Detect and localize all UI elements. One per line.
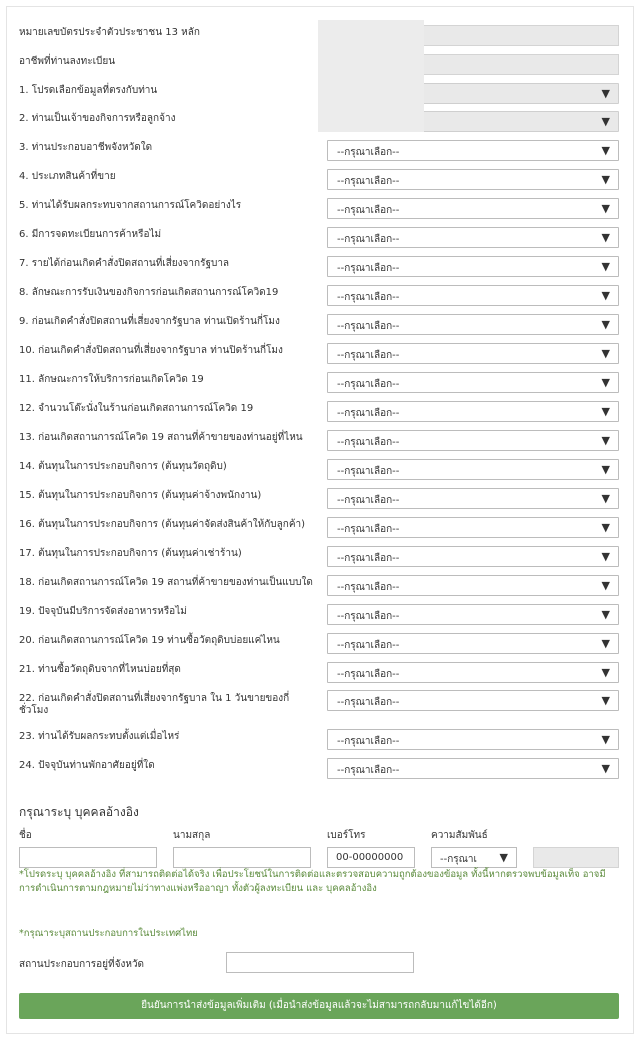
question-label: 21. ท่านซื้อวัตถุดิบจากที่ไหนบ่อยที่สุด [19,664,181,675]
chevron-down-icon: ▼ [601,521,610,534]
chevron-down-icon: ▼ [601,550,610,563]
question-select[interactable] [327,169,619,190]
question-label: 9. ก่อนเกิดคำสั่งปิดสถานที่เสี่ยงจากรัฐบาล ท่านเปิดร้านกี่โมง [19,316,280,327]
chevron-down-icon: ▼ [601,733,610,746]
question-row [12,546,620,568]
question-row [12,517,620,539]
id-row [12,25,620,47]
question-select[interactable] [327,227,619,248]
question-row [12,604,620,626]
question-label: 2. ท่านเป็นเจ้าของกิจการหรือลูกจ้าง [19,113,176,124]
question-select[interactable] [327,575,619,596]
question-row [12,140,620,162]
question-label: 6. มีการจดทะเบียนการค้าหรือไม่ [19,229,162,240]
question-select[interactable] [327,729,619,750]
question-label: 3. ท่านประกอบอาชีพจังหวัดใด [19,142,153,153]
question-select[interactable] [327,430,619,451]
question-label: 12. จำนวนโต๊ะนั่งในร้านก่อนเกิดสถานการณ์โควิด 19 [19,403,254,414]
id-label: หมายเลขบัตรประจำตัวประชาชน 13 หลัก [19,27,200,38]
question-select[interactable] [327,256,619,277]
question-row [12,83,620,105]
last-name-input[interactable] [173,847,311,868]
province-label: สถานประกอบการอยู่ที่จังหวัด [19,959,145,970]
question-label: 8. ลักษณะการรับเงินของกิจการก่อนเกิดสถานการณ์โควิด19 [19,287,279,298]
question-row [12,256,620,278]
question-select[interactable] [327,758,619,779]
chevron-down-icon: ▼ [601,173,610,186]
select-placeholder: --กรุณาเลือก-- [337,553,400,564]
question-label: 4. ประเภทสินค้าที่ขาย [19,171,116,182]
chevron-down-icon: ▼ [601,376,610,389]
question-row [12,227,620,249]
question-label: 20. ก่อนเกิดสถานการณ์โควิด 19 ท่านซื้อวัตถุดิบบ่อยแค่ไหน [19,635,280,646]
select-placeholder: --กรุณาเลือก-- [337,379,400,390]
question-label: 24. ปัจจุบันท่านพักอาศัยอยู่ที่ใด [19,760,155,771]
select-placeholder: --กรุณาเลือก-- [337,176,400,187]
select-placeholder: --กรุณาเลือก-- [337,321,400,332]
question-select[interactable] [327,314,619,335]
question-row [12,758,620,780]
select-placeholder: --กรุณาเลือก-- [337,408,400,419]
relation-select[interactable] [431,847,517,868]
province-input[interactable] [226,952,414,973]
select-placeholder: --กรุณาเลือก-- [337,736,400,747]
chevron-down-icon: ▼ [601,762,610,775]
question-select[interactable] [327,285,619,306]
phone-placeholder: 00-00000000 [336,852,404,863]
question-label: 11. ลักษณะการให้บริการก่อนเกิดโควิด 19 [19,374,204,385]
question-row [12,575,620,597]
question-select[interactable] [327,343,619,364]
question-label: 22. ก่อนเกิดคำสั่งปิดสถานที่เสี่ยงจากรัฐบาล ใน 1 วันขายของกี่ชั่วโมง [19,693,290,716]
chevron-down-icon: ▼ [499,851,508,864]
first-name-label: ชื่อ [19,830,32,841]
question-row [12,662,620,684]
question-label: 14. ต้นทุนในการประกอบกิจการ (ต้นทุนวัตถุดิบ) [19,461,227,472]
select-placeholder: --กรุณาเลือก-- [337,582,400,593]
select-placeholder: --กรุณาเลือก-- [337,147,400,158]
redacted-area [318,20,424,132]
chevron-down-icon: ▼ [601,579,610,592]
chevron-down-icon: ▼ [601,231,610,244]
relation-label: ความสัมพันธ์ [431,830,488,841]
chevron-down-icon: ▼ [601,144,610,157]
relation-placeholder: --กรุณาเ [440,854,477,865]
question-row [12,633,620,655]
question-row [12,372,620,394]
question-row [12,401,620,423]
chevron-down-icon: ▼ [601,260,610,273]
question-row [12,198,620,220]
question-label: 7. รายได้ก่อนเกิดคำสั่งปิดสถานที่เสี่ยงจากรัฐบาล [19,258,230,269]
chevron-down-icon: ▼ [601,289,610,302]
select-placeholder: --กรุณาเลือก-- [337,524,400,535]
select-placeholder: --กรุณาเลือก-- [337,263,400,274]
chevron-down-icon: ▼ [601,492,610,505]
select-placeholder: --กรุณาเลือก-- [337,697,400,708]
select-placeholder: --กรุณาเลือก-- [337,495,400,506]
workplace-note: *กรุณาระบุสถานประกอบการในประเทศไทย [19,928,198,939]
question-row [12,111,620,133]
question-label: 23. ท่านได้รับผลกระทบตั้งแต่เมื่อไหร่ [19,731,180,742]
first-name-input[interactable] [19,847,157,868]
question-label: 17. ต้นทุนในการประกอบกิจการ (ต้นทุนค่าเช่าร้าน) [19,548,242,559]
question-label: 19. ปัจจุบันมีบริการจัดส่งอาหารหรือไม่ [19,606,187,617]
select-placeholder: --กรุณาเลือก-- [337,640,400,651]
chevron-down-icon: ▼ [601,666,610,679]
select-placeholder: --กรุณาเลือก-- [337,292,400,303]
last-name-label: นามสกุล [173,830,211,841]
question-select[interactable] [327,198,619,219]
question-row [12,430,620,452]
reference-note: *โปรดระบุ บุคคลอ้างอิง ที่สามารถติดต่อได้จริง เพื่อประโยชน์ในการติดต่อและตรวจสอบความถูกต้องของข้อมูล ทั้งนี้หากตรวจพบข้อมูลเท็จ อาจมีการดำเนินการตามกฎหมายไม่ว่าทางแพ่งหรืออาญา ทั้งตัวผู้ลงทะเบียน และ บุคคลอ้างอิง [19,869,606,894]
chevron-down-icon: ▼ [601,434,610,447]
occupation-label: อาชีพที่ท่านลงทะเบียน [19,56,116,67]
question-row [12,488,620,510]
occupation-row [12,54,620,76]
question-label: 10. ก่อนเกิดคำสั่งปิดสถานที่เสี่ยงจากรัฐบาล ท่านปิดร้านกี่โมง [19,345,283,356]
question-select[interactable] [327,372,619,393]
question-select[interactable] [327,546,619,567]
question-row [12,691,620,716]
select-placeholder: --กรุณาเลือก-- [337,437,400,448]
question-label: 15. ต้นทุนในการประกอบกิจการ (ต้นทุนค่าจ้างพนักงาน) [19,490,262,501]
chevron-down-icon: ▼ [601,318,610,331]
chevron-down-icon: ▼ [601,405,610,418]
question-label: 13. ก่อนเกิดสถานการณ์โควิด 19 สถานที่ค้าขายของท่านอยู่ที่ไหน [19,432,303,443]
question-select[interactable] [327,662,619,683]
question-label: 18. ก่อนเกิดสถานการณ์โควิด 19 สถานที่ค้าขายของท่านเป็นแบบใด [19,577,313,588]
select-placeholder: --กรุณาเลือก-- [337,205,400,216]
select-placeholder: --กรุณาเลือก-- [337,466,400,477]
question-row [12,285,620,307]
question-label: 5. ท่านได้รับผลกระทบจากสถานการณ์โควิดอย่างไร [19,200,242,211]
select-placeholder: --กรุณาเลือก-- [337,234,400,245]
question-row [12,314,620,336]
select-placeholder: --กรุณาเลือก-- [337,669,400,680]
question-row [12,169,620,191]
chevron-down-icon: ▼ [601,463,610,476]
question-row [12,343,620,365]
select-placeholder: --กรุณาเลือก-- [337,350,400,361]
question-select[interactable] [327,690,619,711]
question-label: 16. ต้นทุนในการประกอบกิจการ (ต้นทุนค่าจัดส่งสินค้าให้กับลูกค้า) [19,519,306,530]
select-placeholder: --กรุณาเลือก-- [337,611,400,622]
chevron-down-icon: ▼ [601,694,610,707]
question-select[interactable] [327,459,619,480]
chevron-down-icon: ▼ [601,347,610,360]
phone-label: เบอร์โทร [327,830,366,841]
chevron-down-icon: ▼ [601,202,610,215]
relation-other-field [533,847,619,868]
chevron-down-icon: ▼ [601,115,610,128]
reference-title: กรุณาระบุ บุคคลอ้างอิง [19,805,139,819]
question-select[interactable] [327,633,619,654]
phone-input[interactable] [327,847,415,868]
select-placeholder: --กรุณาเลือก-- [337,765,400,776]
question-select[interactable] [327,604,619,625]
chevron-down-icon: ▼ [601,608,610,621]
question-select[interactable] [327,401,619,422]
chevron-down-icon: ▼ [601,87,610,100]
question-row [12,729,620,751]
question-row [12,459,620,481]
question-select[interactable] [327,517,619,538]
question-select[interactable] [327,140,619,161]
chevron-down-icon: ▼ [601,637,610,650]
question-select[interactable] [327,488,619,509]
submit-button[interactable]: ยืนยันการนำส่งข้อมูลเพิ่มเติม (เมื่อนำส่งข้อมูลแล้วจะไม่สามารถกลับมาแก้ไขได้อีก) [19,993,619,1019]
question-label: 1. โปรดเลือกข้อมูลที่ตรงกับท่าน [19,85,158,96]
